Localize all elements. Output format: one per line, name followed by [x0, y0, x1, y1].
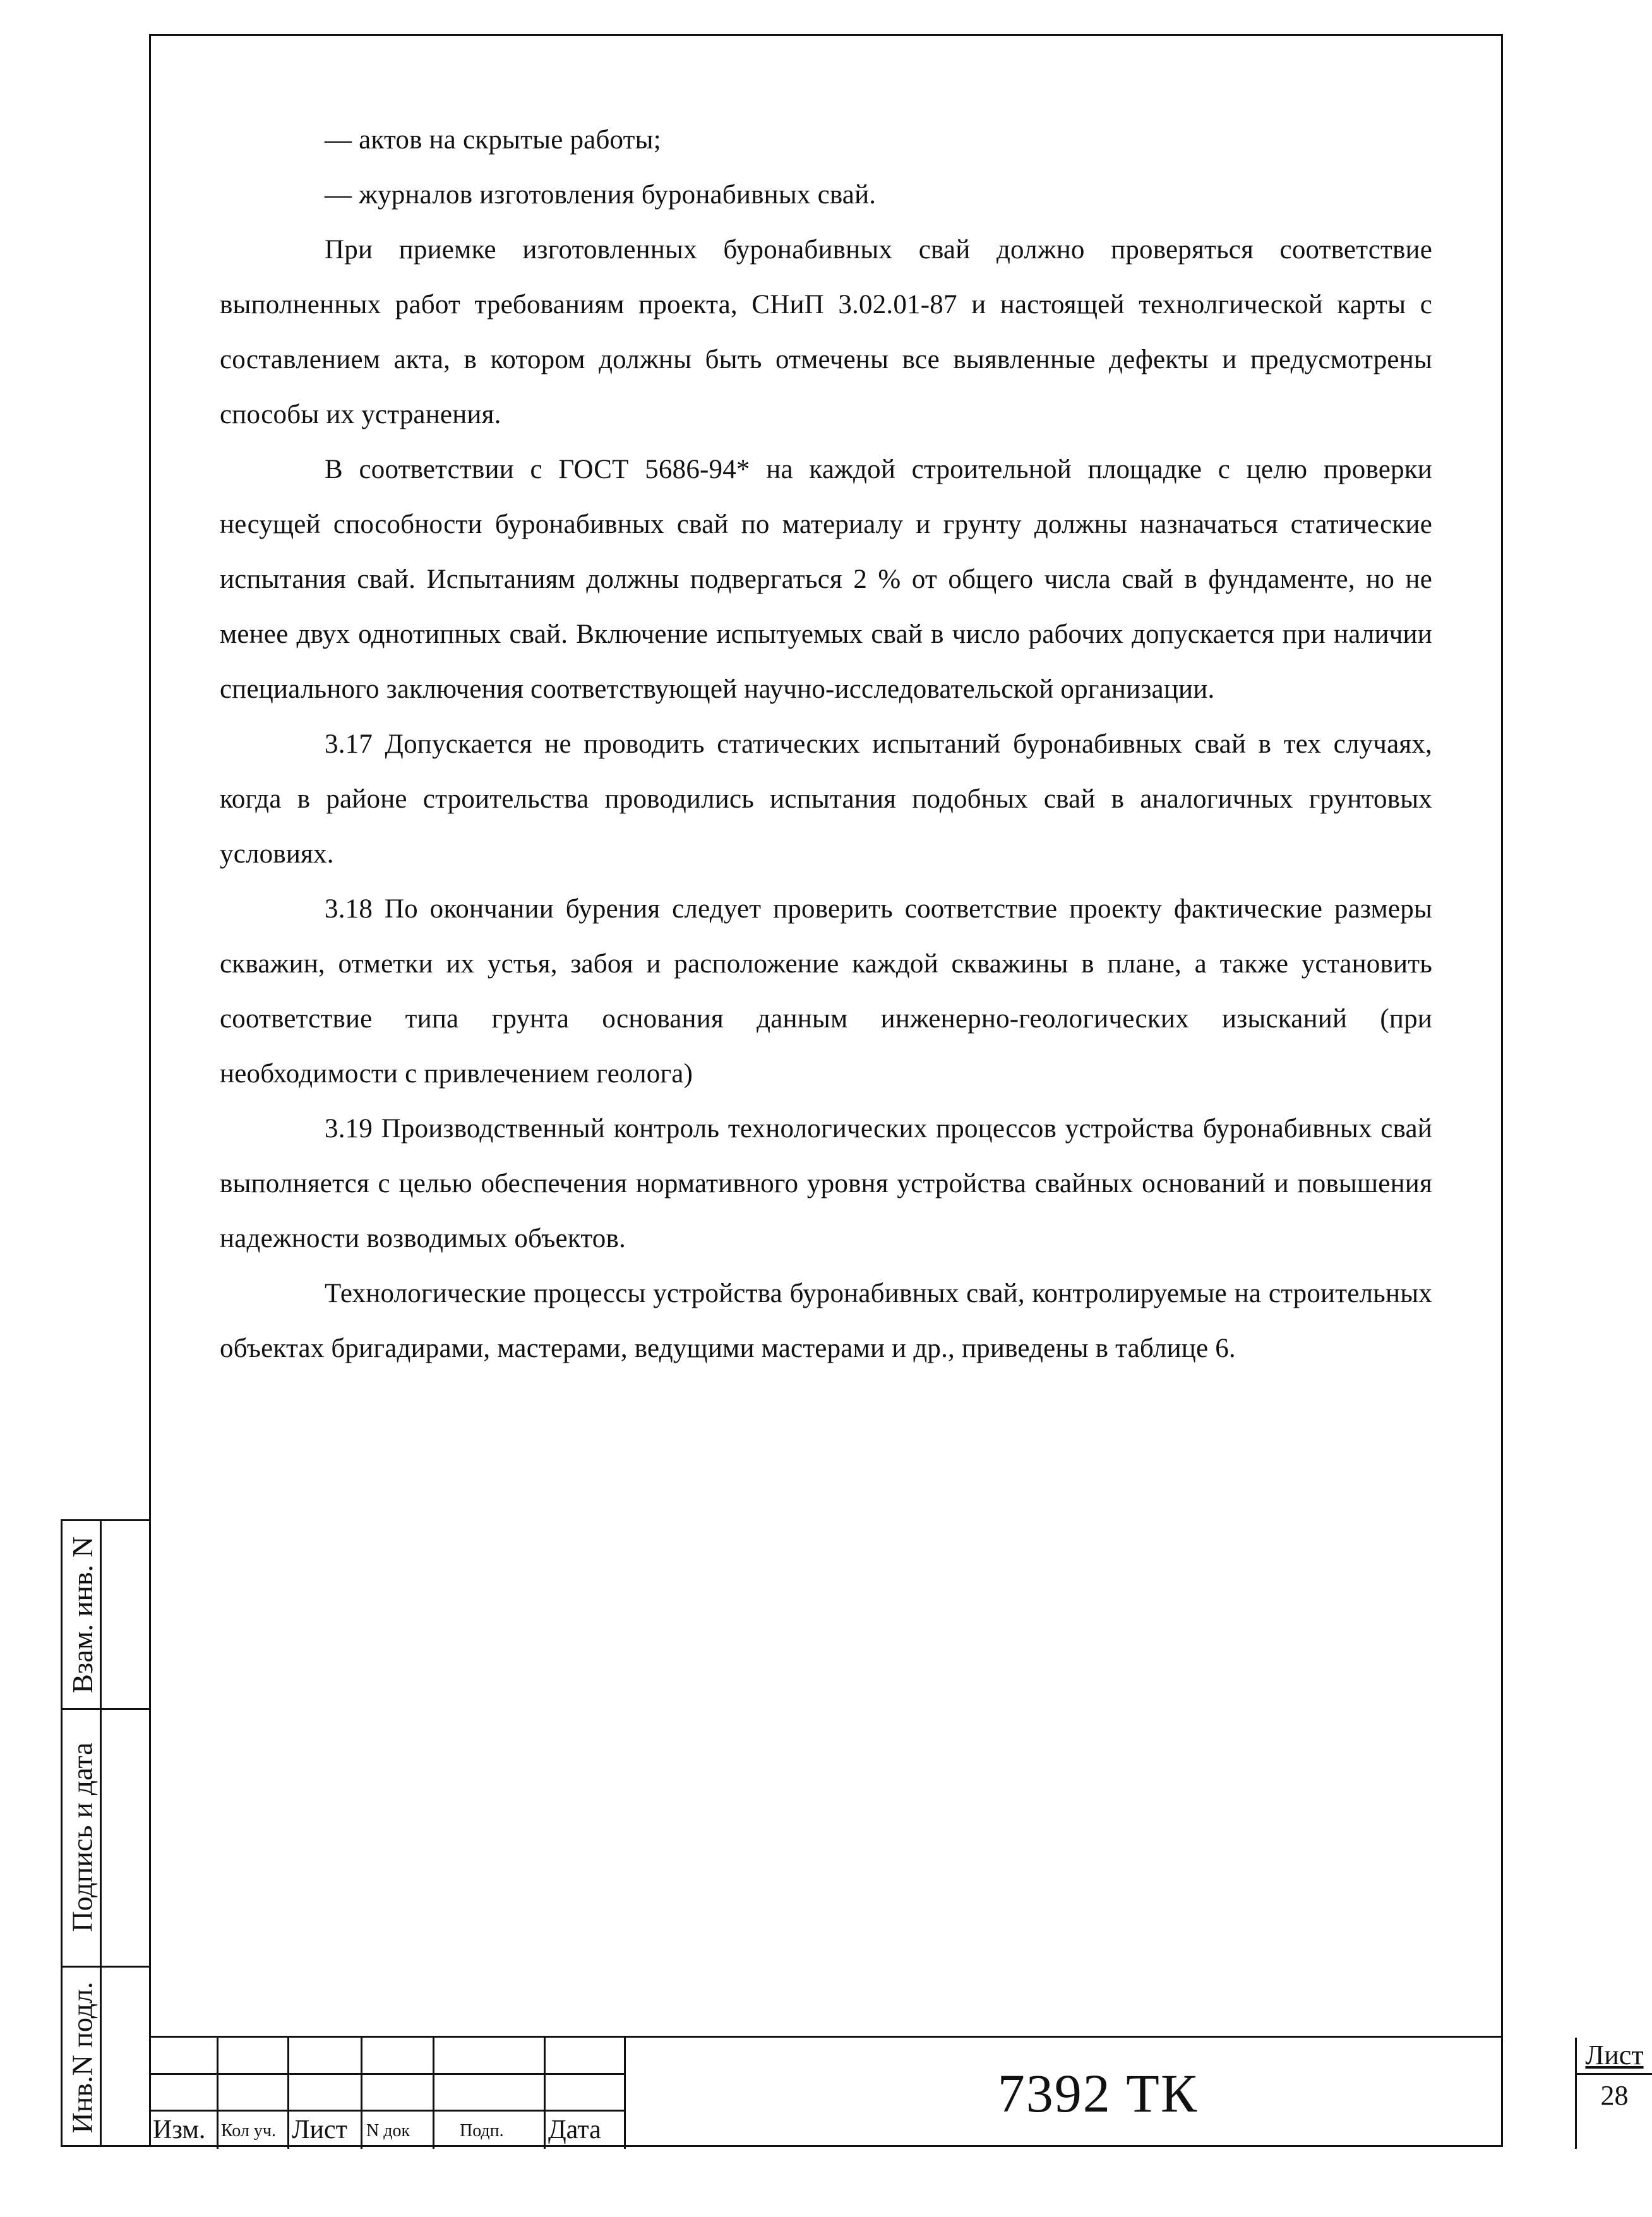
- title-block-col-list: Лист: [289, 2038, 362, 2149]
- document-body: [220, 112, 1432, 1376]
- title-block-col-n-dok: N док: [362, 2038, 434, 2149]
- title-block-col-kol-uch: Кол уч.: [218, 2038, 289, 2149]
- sheet-label: Лист: [1585, 2040, 1644, 2071]
- paragraph: — актов на скрытые работы;: [325, 125, 661, 155]
- paragraph: 3.18 По окончании бурения следует проверить соответствие проекту фактические размеры скважин, отметки их устья, забоя и расположение каждой скважины в плане, а также установить соответствие типа грунта основания данным инженерно-геологических изысканий (при необходимости с привлечением геолога): [220, 894, 1432, 1089]
- sheet-number-box: [1575, 2038, 1652, 2149]
- title-block-col-izm: Изм.: [149, 2038, 218, 2149]
- paragraph: В соответствии с ГОСТ 5686-94* на каждой строительной площадке с целю проверки несущей способности буронабивных свай по материалу и грунту должны назначаться статические испытания свай. Испытаниям должны подвергаться 2 % от общего числа свай в фундаменте, но не менее двух однотипных свай. Включение испытуемых свай в число рабочих допускается при наличии специального заключения соответствующей научно-исследовательской организации.: [220, 455, 1432, 704]
- side-stamp-podpis-data: Подпись и дата: [66, 1742, 99, 1932]
- paragraph: 3.17 Допускается не проводить статических испытаний буронабивных свай в тех случаях, когда в районе строительства проводились испытания подобных свай в аналогичных грунтовых условиях.: [220, 729, 1432, 869]
- title-block: [149, 2036, 1644, 2147]
- paragraph: 3.19 Производственный контроль технологических процессов устройства буронабивных свай выполняется с целью обеспечения нормативного уровня устройства свайных оснований и повышения надежности возводимых объектов.: [220, 1114, 1432, 1253]
- side-stamp-vzam-inv: Взам. инв. N: [66, 1536, 99, 1694]
- paragraph: При приемке изготовленных буронабивных свай должно проверяться соответствие выполненных работ требованиям проекта, СНиП 3.02.01-87 и настоящей технолгической карты с составлением акта, в котором должны быть отмечены все выявленные дефекты и предусмотрены способы их устранения.: [220, 235, 1432, 429]
- paragraph: Технологические процессы устройства буронабивных свай, контролируемые на строительных объектах бригадирами, мастерами, ведущими мастерами и др., приведены в таблице 6.: [220, 1279, 1432, 1363]
- side-stamp-inv-podl: Инв.N подл.: [66, 1981, 99, 2133]
- title-block-col-data: Дата: [546, 2038, 626, 2149]
- sheet-box-divider: [1577, 2073, 1652, 2075]
- paragraph: — журналов изготовления буронабивных свай.: [325, 180, 877, 210]
- document-code: 7392 ТК: [997, 2063, 1199, 2124]
- side-stamp: [61, 1519, 149, 2147]
- sheet-number: 28: [1600, 2080, 1629, 2111]
- title-block-col-podp: Подп.: [434, 2038, 546, 2149]
